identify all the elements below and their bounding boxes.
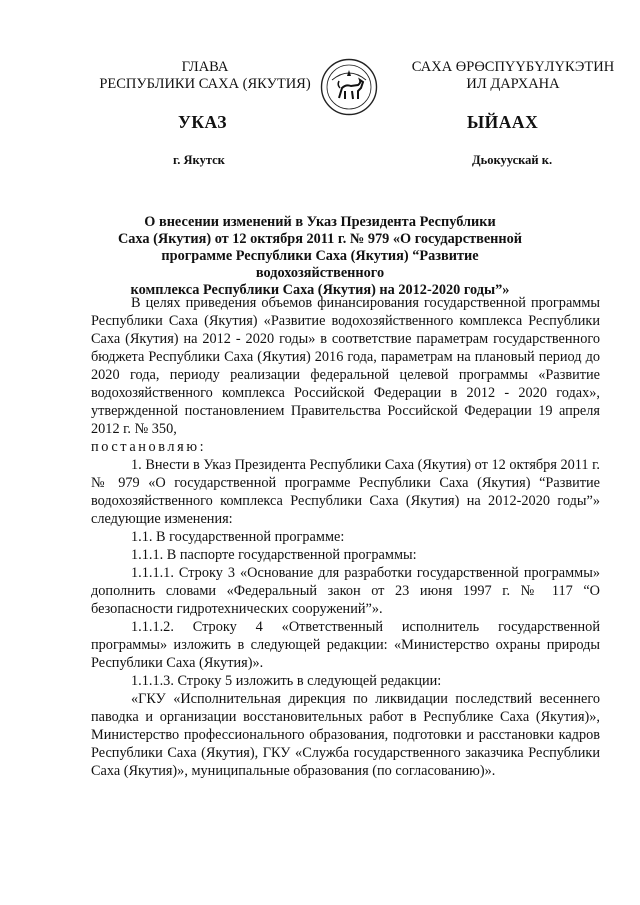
header-left-line1: ГЛАВА: [181, 59, 229, 75]
paragraph-1-1-1-3: 1.1.1.3. Строку 5 изложить в следующей редакции:: [131, 673, 442, 689]
city-ru: г. Якутск: [173, 153, 225, 167]
paragraph-1-1-1: 1.1.1. В паспорте государственной программы:: [131, 547, 417, 563]
document-body: [91, 294, 600, 780]
paragraph-1-1: 1.1. В государственной программе:: [131, 529, 345, 545]
coat-of-arms-emblem: [320, 58, 378, 116]
document-title: [110, 214, 530, 299]
title-line: комплекса Республики Саха (Якутия) на 2012-2020 годы”»: [130, 282, 510, 298]
title-line: О внесении изменений в Указ Президента Республики: [144, 214, 496, 230]
quoted-paragraph: «ГКУ «Исполнительная дирекция по ликвидации последствий весеннего паводка и организации восстановительных работ в Республике Саха (Якутия)», Министерство профессионального образования, подготовки и расстановки кадров Республики Саха (Якутия), ГКУ «Служба государственного заказчика Республики Саха (Якутия)», муниципальные образования (по согласованию)».: [91, 691, 600, 779]
header-right: [398, 59, 628, 93]
decree-label-ru: УКАЗ: [178, 112, 227, 132]
title-line: Саха (Якутия) от 12 октября 2011 г. № 979 «О государственной: [117, 231, 523, 247]
title-line: программе Республики Саха (Якутия) “Развитие водохозяйственного: [161, 248, 479, 281]
header-right-line1: САХА ӨРӨСПҮҮБҮЛҮКЭТИН: [411, 59, 615, 75]
header-left: [80, 59, 330, 93]
paragraph-1-1-1-2: 1.1.1.2. Строку 4 «Ответственный исполнитель государственной программы» изложить в следующей редакции: «Министерство охраны природы Республики Саха (Якутия)».: [91, 619, 600, 671]
header-left-line2: РЕСПУБЛИКИ САХА (ЯКУТИЯ): [99, 76, 311, 92]
postanovlyayu: постановляю:: [91, 439, 207, 455]
paragraph-1: 1. Внести в Указ Президента Республики Саха (Якутия) от 12 октября 2011 г. № 979 «О государственной программе Республики Саха (Якутия) “Развитие водохозяйственного комплекса Республики Саха (Якутия) на 2012-2020 годы”» следующие изменения:: [91, 457, 600, 527]
decree-label-sah: ЫЙААХ: [467, 112, 539, 132]
paragraph-1-1-1-1: 1.1.1.1. Строку 3 «Основание для разработки государственной программы» дополнить словами «Федеральный закон от 23 июня 1997 г. № 117 “О безопасности гидротехнических сооружений”».: [91, 565, 600, 617]
header-right-line2: ИЛ ДАРХАНА: [466, 76, 560, 92]
preamble-paragraph: В целях приведения объемов финансирования государственной программы Республики Саха (Якутия) «Развитие водохозяйственного комплекса Республики Саха (Якутия) на 2012 - 2020 годы» в соответствие параметрам государственного бюджета Республики Саха (Якутия) 2016 года, параметрам на плановый период до 2020 года, периоду реализации федеральной целевой программы «Развитие водохозяйственного комплекса Российской Федерации в 2012 - 2020 годах», утвержденной постановлением Правительства Российской Федерации 19 апреля 2012 г. № 350,: [91, 295, 600, 437]
city-sah: Дьокуускай к.: [472, 153, 553, 167]
